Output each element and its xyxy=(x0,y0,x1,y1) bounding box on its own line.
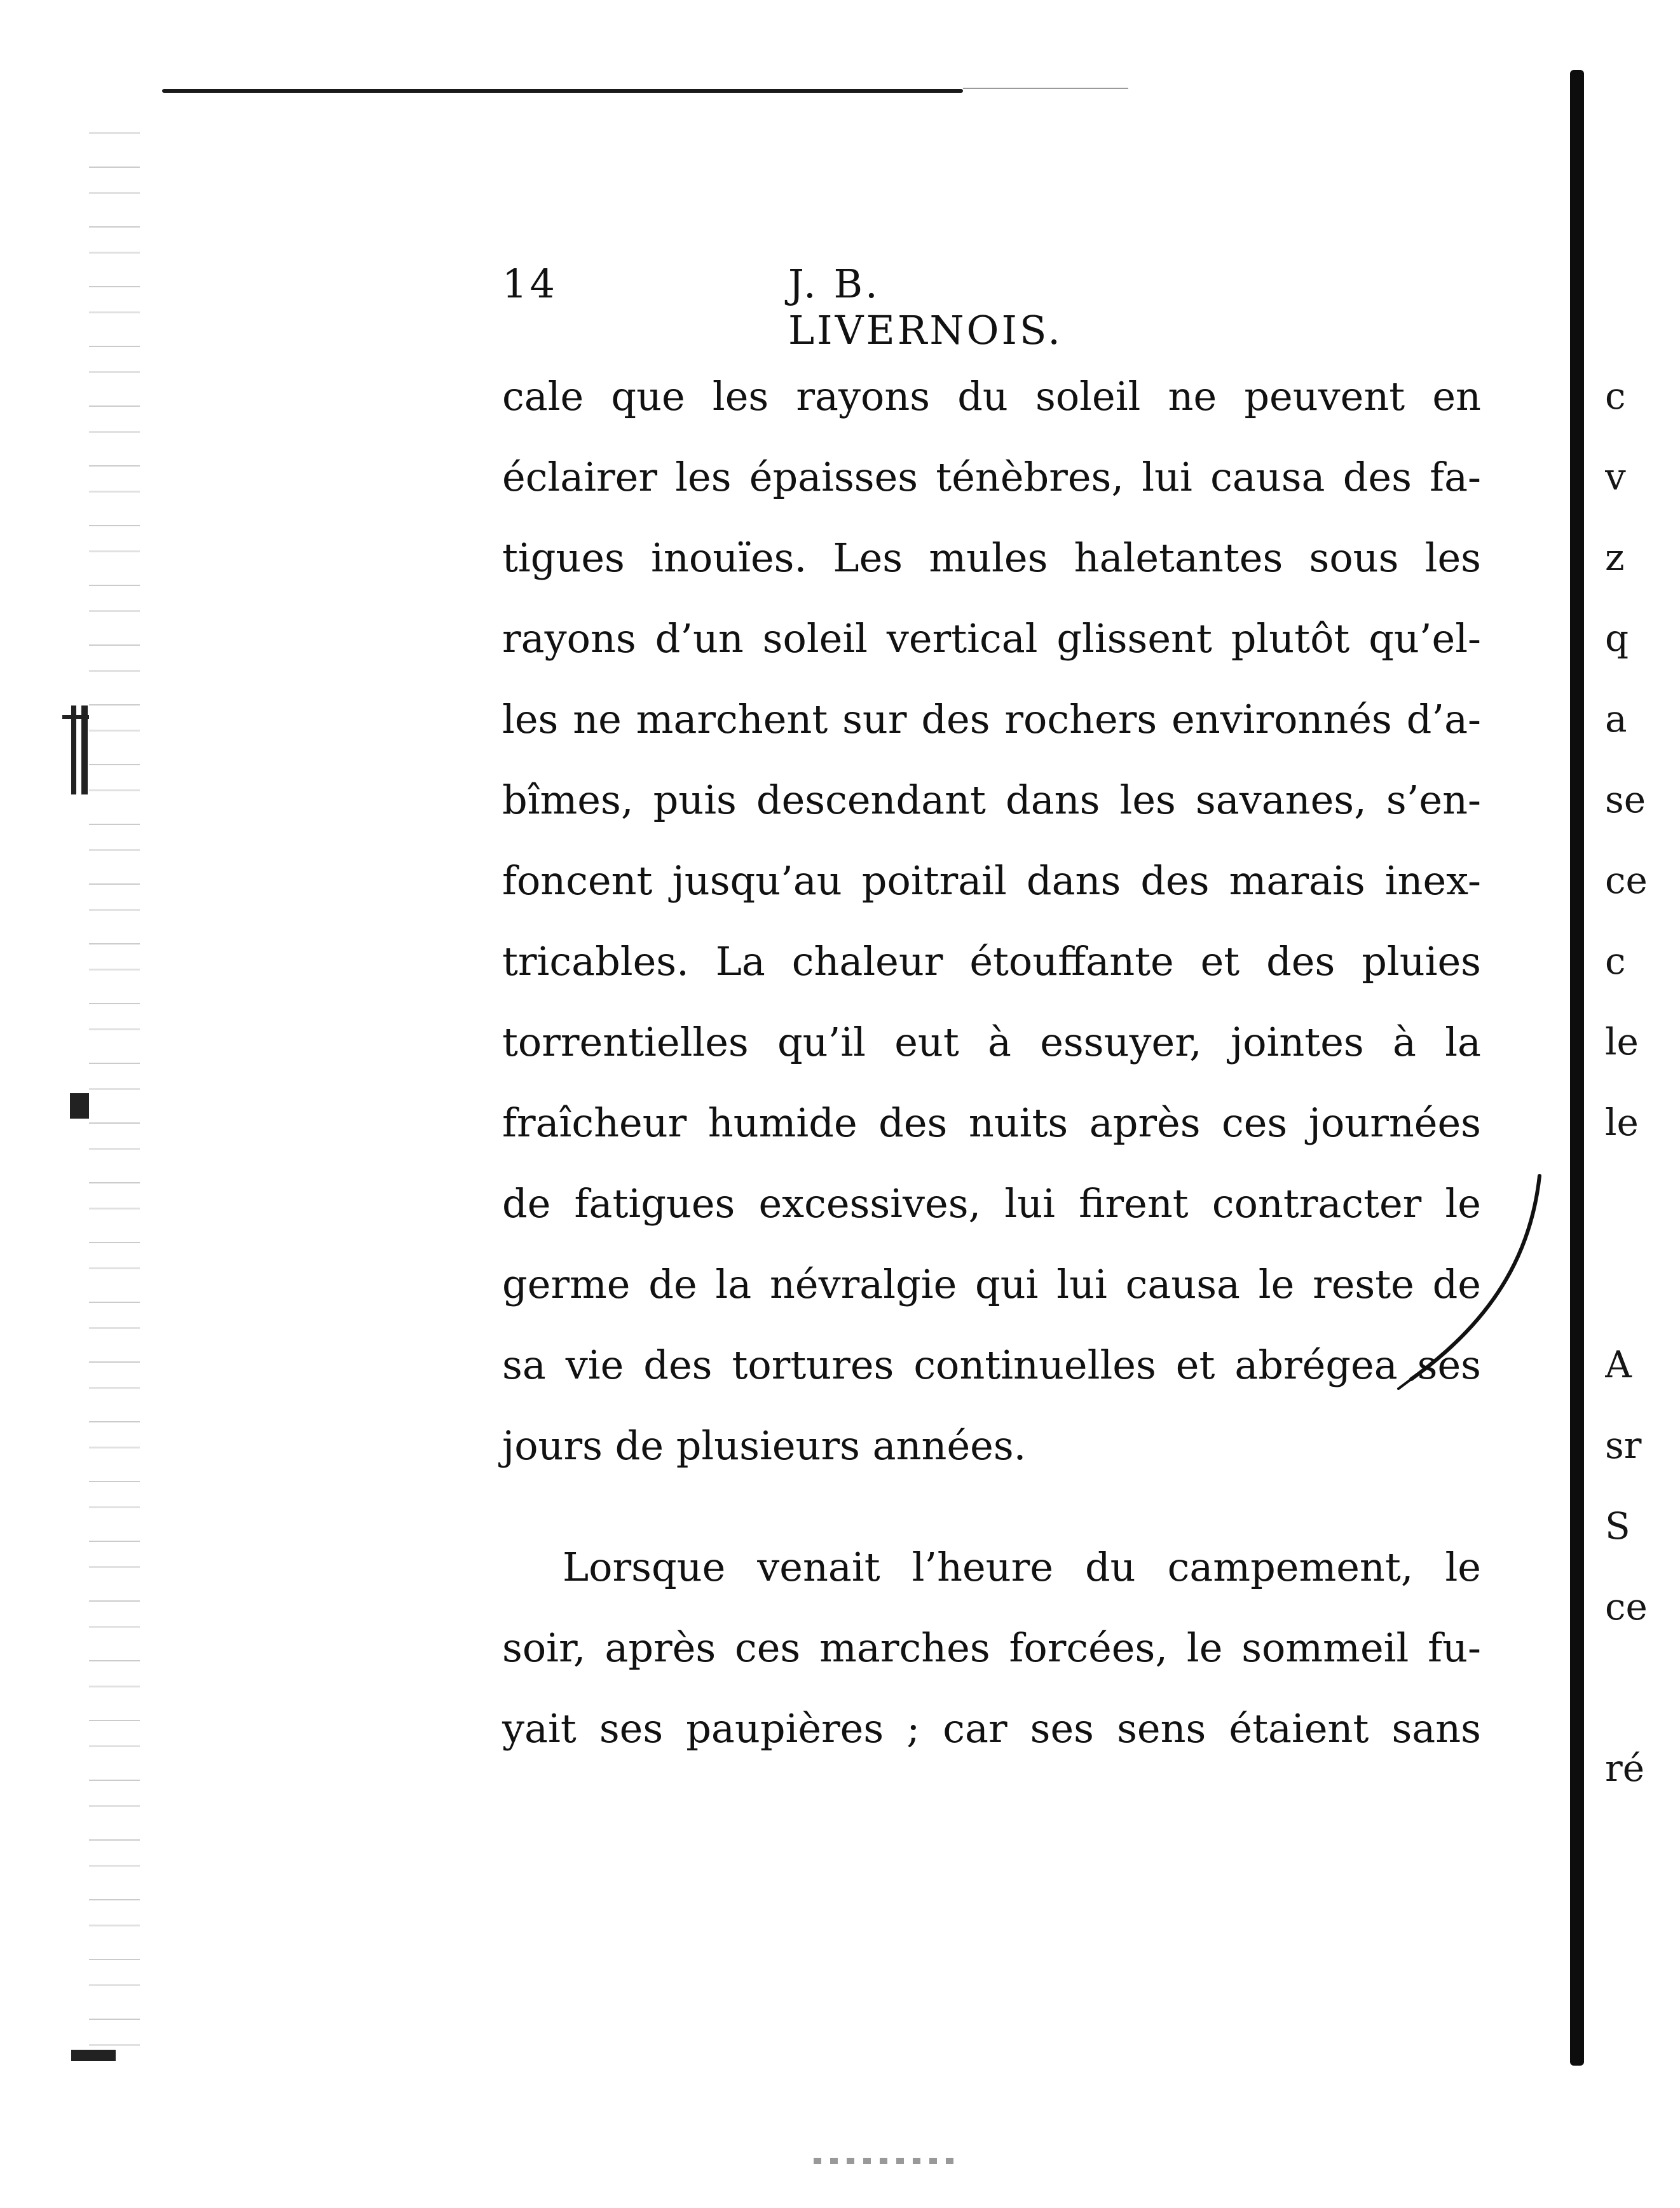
left-margin-mark xyxy=(71,2050,116,2061)
book-spine-shadow xyxy=(1570,70,1584,2066)
body-text xyxy=(502,356,1481,1769)
text-line: germe de la névralgie qui lui causa le reste de xyxy=(502,1261,1481,1307)
edge-letter: ce xyxy=(1605,1585,1648,1628)
pen-stroke-path xyxy=(1411,1176,1540,1379)
edge-letter: sr xyxy=(1605,1424,1642,1467)
edge-letter xyxy=(1605,1244,1675,1325)
text-line: rayons d’un soleil vertical glissent plutôt qu’el- xyxy=(502,615,1481,662)
edge-letter: S xyxy=(1605,1504,1630,1548)
left-margin-mark xyxy=(71,705,76,794)
text-line: torrentielles qu’il eut à essuyer, jointes à la xyxy=(502,1019,1481,1065)
text-line: tigues inouïes. Les mules haletantes sous les xyxy=(502,535,1481,581)
edge-letter: c xyxy=(1605,374,1626,418)
left-margin-mark xyxy=(81,705,88,794)
edge-letter: z xyxy=(1605,536,1625,579)
bottom-smudge xyxy=(814,2158,953,2164)
pen-stroke-mark xyxy=(1373,1169,1564,1411)
top-rule xyxy=(162,89,963,93)
text-line: bîmes, puis descendant dans les savanes, s’en- xyxy=(502,777,1481,823)
text-line: soir, après ces marches forcées, le sommeil fu- xyxy=(502,1625,1481,1671)
paragraph-gap xyxy=(502,1486,1481,1527)
edge-letter: v xyxy=(1605,455,1626,498)
edge-letter: le xyxy=(1605,1101,1639,1144)
pen-stroke-tail xyxy=(1398,1379,1411,1389)
edge-letter: ce xyxy=(1605,859,1648,902)
text-line: tricables. La chaleur étouffante et des pluies xyxy=(502,938,1481,985)
text-line: yait ses paupières ; car ses sens étaient sans xyxy=(502,1705,1481,1752)
running-title: J. B. LIVERNOIS. xyxy=(788,261,1063,353)
page-header xyxy=(502,261,1163,353)
text-line: Lorsque venait l’heure du campement, le xyxy=(563,1544,1481,1590)
left-margin-mark xyxy=(70,1093,89,1119)
text-line: jours de plusieurs années. xyxy=(502,1422,1027,1469)
text-line: cale que les rayons du soleil ne peuvent en xyxy=(502,373,1481,419)
edge-letter: q xyxy=(1605,617,1629,660)
edge-letter: le xyxy=(1605,1020,1639,1063)
facing-page-edge xyxy=(1605,356,1675,1809)
edge-letter: ré xyxy=(1605,1747,1645,1790)
edge-letter xyxy=(1605,1647,1675,1728)
edge-letter: a xyxy=(1605,697,1627,740)
edge-letter: c xyxy=(1605,939,1626,983)
text-line: les ne marchent sur des rochers environnés d’a- xyxy=(502,696,1481,742)
text-line: fraîcheur humide des nuits après ces journées xyxy=(502,1100,1481,1146)
text-line: foncent jusqu’au poitrail dans des marais inex- xyxy=(502,857,1481,904)
top-rule-faint xyxy=(963,88,1128,89)
edge-letter: A xyxy=(1605,1343,1632,1386)
text-line: éclairer les épaisses ténèbres, lui causa des fa- xyxy=(502,454,1481,500)
left-margin-speckle xyxy=(89,108,140,2078)
page-number: 14 xyxy=(502,261,557,307)
text-line: de fatigues excessives, lui firent contracter le xyxy=(502,1180,1481,1227)
edge-letter xyxy=(1605,1163,1675,1244)
edge-letter: se xyxy=(1605,778,1646,821)
text-line: sa vie des tortures continuelles et abrégea ses xyxy=(502,1342,1481,1388)
